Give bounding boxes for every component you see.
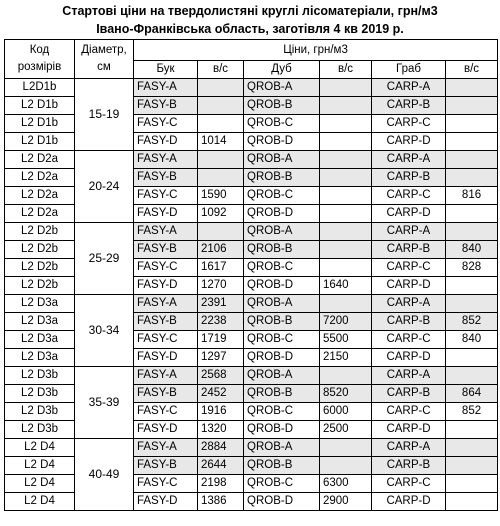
cell-code: L2 D3b <box>5 385 75 403</box>
cell-code: L2 D1b <box>5 97 75 115</box>
cell-code: L2D1b <box>5 79 75 97</box>
header-hrab-vs: в/с <box>446 61 498 79</box>
cell-dub-price <box>320 367 372 385</box>
cell-buk-price: 1297 <box>198 349 244 367</box>
cell-dub-price <box>320 133 372 151</box>
cell-hrab-price <box>446 367 498 385</box>
header-code-line2: розмірів <box>17 61 62 73</box>
cell-hrab-price: 828 <box>446 259 498 277</box>
cell-dub-price <box>320 115 372 133</box>
cell-dub-price: 1640 <box>320 277 372 295</box>
header-code <box>5 40 75 79</box>
cell-buk-grade: FASY-B <box>134 241 198 259</box>
cell-dub-price: 5500 <box>320 331 372 349</box>
cell-buk-grade: FASY-B <box>134 457 198 475</box>
cell-code: L2 D2a <box>5 169 75 187</box>
cell-dub-price: 2500 <box>320 421 372 439</box>
table-row <box>5 295 498 313</box>
cell-dub-price <box>320 439 372 457</box>
cell-dub-price: 2900 <box>320 493 372 511</box>
cell-dub-grade: QROB-A <box>244 79 320 97</box>
cell-buk-price: 1386 <box>198 493 244 511</box>
cell-dub-grade: QROB-C <box>244 115 320 133</box>
cell-hrab-price <box>446 115 498 133</box>
cell-dub-grade: QROB-A <box>244 295 320 313</box>
cell-buk-price: 1719 <box>198 331 244 349</box>
cell-dub-price <box>320 151 372 169</box>
cell-code: L2 D2a <box>5 187 75 205</box>
cell-buk-price: 2238 <box>198 313 244 331</box>
cell-dub-grade: QROB-B <box>244 169 320 187</box>
header-diameter <box>75 40 134 79</box>
table-row <box>5 439 498 457</box>
cell-hrab-grade: CARP-D <box>372 205 446 223</box>
cell-buk-price <box>198 79 244 97</box>
cell-buk-grade: FASY-C <box>134 259 198 277</box>
cell-code: L2 D4 <box>5 493 75 511</box>
cell-buk-grade: FASY-C <box>134 475 198 493</box>
cell-buk-price: 2391 <box>198 295 244 313</box>
cell-hrab-grade: CARP-D <box>372 277 446 295</box>
cell-buk-price <box>198 169 244 187</box>
cell-dub-grade: QROB-C <box>244 187 320 205</box>
cell-hrab-price <box>446 205 498 223</box>
cell-hrab-price: 852 <box>446 313 498 331</box>
cell-hrab-price <box>446 421 498 439</box>
cell-buk-grade: FASY-D <box>134 493 198 511</box>
cell-buk-price <box>198 97 244 115</box>
cell-dub-grade: QROB-C <box>244 331 320 349</box>
cell-dub-grade: QROB-D <box>244 277 320 295</box>
header-code-line1: Код <box>29 44 50 56</box>
cell-hrab-grade: CARP-C <box>372 115 446 133</box>
title-line-1: Стартові ціни на твердолистяні круглі лісоматеріали, грн/м3 <box>62 4 438 18</box>
cell-hrab-grade: CARP-A <box>372 79 446 97</box>
cell-code: L2 D2b <box>5 277 75 295</box>
cell-buk-price: 1617 <box>198 259 244 277</box>
cell-buk-price: 2884 <box>198 439 244 457</box>
cell-dub-price <box>320 187 372 205</box>
cell-hrab-grade: CARP-B <box>372 169 446 187</box>
cell-diameter: 40-49 <box>75 439 134 511</box>
cell-hrab-grade: CARP-D <box>372 421 446 439</box>
header-buk: Бук <box>134 61 198 79</box>
price-table-body <box>5 79 498 511</box>
cell-buk-grade: FASY-D <box>134 421 198 439</box>
cell-hrab-grade: CARP-B <box>372 385 446 403</box>
cell-dub-grade: QROB-B <box>244 385 320 403</box>
cell-buk-price: 2198 <box>198 475 244 493</box>
cell-dub-grade: QROB-A <box>244 223 320 241</box>
cell-code: L2 D1b <box>5 133 75 151</box>
price-table <box>4 39 498 511</box>
cell-hrab-grade: CARP-A <box>372 439 446 457</box>
cell-code: L2 D4 <box>5 475 75 493</box>
cell-buk-grade: FASY-B <box>134 169 198 187</box>
cell-buk-grade: FASY-C <box>134 331 198 349</box>
cell-code: L2 D3a <box>5 295 75 313</box>
cell-hrab-grade: CARP-C <box>372 403 446 421</box>
cell-hrab-grade: CARP-C <box>372 187 446 205</box>
table-row <box>5 223 498 241</box>
cell-dub-grade: QROB-A <box>244 151 320 169</box>
cell-buk-price <box>198 223 244 241</box>
cell-buk-grade: FASY-B <box>134 97 198 115</box>
cell-diameter: 25-29 <box>75 223 134 295</box>
cell-buk-grade: FASY-A <box>134 439 198 457</box>
cell-dub-grade: QROB-B <box>244 313 320 331</box>
cell-hrab-price <box>446 295 498 313</box>
cell-hrab-price: 840 <box>446 241 498 259</box>
document-title <box>0 0 500 38</box>
header-prices: Ціни, грн/м3 <box>134 40 498 61</box>
cell-buk-grade: FASY-D <box>134 349 198 367</box>
cell-code: L2 D4 <box>5 457 75 475</box>
header-dub-vs: в/с <box>320 61 372 79</box>
cell-dub-grade: QROB-D <box>244 133 320 151</box>
cell-diameter: 20-24 <box>75 151 134 223</box>
cell-diameter: 15-19 <box>75 79 134 151</box>
cell-dub-grade: QROB-A <box>244 367 320 385</box>
cell-code: L2 D2a <box>5 151 75 169</box>
cell-dub-grade: QROB-A <box>244 439 320 457</box>
header-hrab: Граб <box>372 61 446 79</box>
cell-hrab-grade: CARP-C <box>372 259 446 277</box>
cell-dub-price <box>320 241 372 259</box>
cell-buk-grade: FASY-A <box>134 151 198 169</box>
cell-hrab-grade: CARP-D <box>372 349 446 367</box>
cell-hrab-price <box>446 223 498 241</box>
header-dub: Дуб <box>244 61 320 79</box>
table-row <box>5 367 498 385</box>
cell-hrab-price <box>446 439 498 457</box>
cell-buk-price: 1320 <box>198 421 244 439</box>
cell-hrab-price: 840 <box>446 331 498 349</box>
cell-hrab-grade: CARP-A <box>372 367 446 385</box>
cell-buk-price: 1270 <box>198 277 244 295</box>
cell-buk-price: 2644 <box>198 457 244 475</box>
cell-buk-price: 2106 <box>198 241 244 259</box>
cell-code: L2 D3a <box>5 313 75 331</box>
cell-buk-grade: FASY-C <box>134 187 198 205</box>
cell-dub-grade: QROB-D <box>244 349 320 367</box>
cell-dub-price: 2150 <box>320 349 372 367</box>
cell-dub-price <box>320 223 372 241</box>
cell-buk-grade: FASY-B <box>134 313 198 331</box>
cell-dub-price: 6000 <box>320 403 372 421</box>
cell-hrab-price <box>446 277 498 295</box>
cell-dub-grade: QROB-B <box>244 97 320 115</box>
cell-buk-grade: FASY-D <box>134 205 198 223</box>
cell-code: L2 D3b <box>5 367 75 385</box>
title-line-2: Івано-Франківська область, заготівля 4 кв 2019 р. <box>96 22 404 36</box>
cell-dub-price <box>320 205 372 223</box>
cell-dub-price <box>320 169 372 187</box>
cell-hrab-price <box>446 493 498 511</box>
cell-buk-price: 1590 <box>198 187 244 205</box>
cell-hrab-price <box>446 349 498 367</box>
cell-dub-price <box>320 79 372 97</box>
cell-buk-price: 2452 <box>198 385 244 403</box>
cell-hrab-price <box>446 97 498 115</box>
cell-dub-price: 8520 <box>320 385 372 403</box>
cell-buk-price <box>198 151 244 169</box>
cell-dub-grade: QROB-D <box>244 205 320 223</box>
cell-buk-grade: FASY-A <box>134 367 198 385</box>
cell-code: L2 D2b <box>5 259 75 277</box>
cell-dub-price <box>320 259 372 277</box>
cell-buk-price: 2568 <box>198 367 244 385</box>
cell-hrab-grade: CARP-D <box>372 133 446 151</box>
cell-buk-grade: FASY-D <box>134 277 198 295</box>
cell-code: L2 D3a <box>5 331 75 349</box>
cell-buk-grade: FASY-B <box>134 385 198 403</box>
header-diameter-line1: Діаметр, <box>81 44 127 56</box>
cell-code: L2 D3a <box>5 349 75 367</box>
cell-hrab-price <box>446 79 498 97</box>
cell-buk-grade: FASY-D <box>134 133 198 151</box>
cell-code: L2 D4 <box>5 439 75 457</box>
table-row <box>5 151 498 169</box>
cell-dub-grade: QROB-D <box>244 421 320 439</box>
cell-hrab-grade: CARP-A <box>372 151 446 169</box>
cell-dub-price: 6300 <box>320 475 372 493</box>
cell-hrab-price: 816 <box>446 187 498 205</box>
cell-dub-price <box>320 457 372 475</box>
cell-dub-grade: QROB-C <box>244 259 320 277</box>
cell-buk-price: 1916 <box>198 403 244 421</box>
cell-code: L2 D2a <box>5 205 75 223</box>
cell-diameter: 30-34 <box>75 295 134 367</box>
cell-buk-grade: FASY-C <box>134 403 198 421</box>
cell-hrab-grade: CARP-B <box>372 97 446 115</box>
cell-dub-price <box>320 295 372 313</box>
cell-dub-grade: QROB-B <box>244 241 320 259</box>
cell-dub-price <box>320 97 372 115</box>
cell-hrab-price <box>446 169 498 187</box>
cell-hrab-price <box>446 457 498 475</box>
cell-buk-grade: FASY-A <box>134 295 198 313</box>
cell-code: L2 D2b <box>5 223 75 241</box>
cell-buk-price: 1014 <box>198 133 244 151</box>
header-diameter-line2: см <box>97 61 111 73</box>
cell-buk-grade: FASY-A <box>134 79 198 97</box>
cell-dub-grade: QROB-D <box>244 493 320 511</box>
cell-code: L2 D1b <box>5 115 75 133</box>
cell-diameter: 35-39 <box>75 367 134 439</box>
cell-code: L2 D2b <box>5 241 75 259</box>
cell-buk-grade: FASY-A <box>134 223 198 241</box>
cell-code: L2 D3b <box>5 403 75 421</box>
cell-hrab-price: 852 <box>446 403 498 421</box>
cell-hrab-grade: CARP-D <box>372 493 446 511</box>
cell-buk-grade: FASY-C <box>134 115 198 133</box>
cell-hrab-price: 864 <box>446 385 498 403</box>
cell-hrab-grade: CARP-B <box>372 457 446 475</box>
cell-hrab-price <box>446 133 498 151</box>
cell-dub-grade: QROB-B <box>244 457 320 475</box>
cell-hrab-grade: CARP-C <box>372 331 446 349</box>
cell-dub-price: 7200 <box>320 313 372 331</box>
cell-buk-price: 1092 <box>198 205 244 223</box>
cell-hrab-price <box>446 475 498 493</box>
cell-hrab-price <box>446 151 498 169</box>
cell-buk-price <box>198 115 244 133</box>
cell-hrab-grade: CARP-B <box>372 313 446 331</box>
cell-dub-grade: QROB-C <box>244 475 320 493</box>
cell-hrab-grade: CARP-B <box>372 241 446 259</box>
table-row <box>5 79 498 97</box>
header-buk-vs: в/с <box>198 61 244 79</box>
cell-code: L2 D3b <box>5 421 75 439</box>
cell-hrab-grade: CARP-A <box>372 223 446 241</box>
cell-dub-grade: QROB-C <box>244 403 320 421</box>
cell-hrab-grade: CARP-A <box>372 295 446 313</box>
cell-hrab-grade: CARP-C <box>372 475 446 493</box>
